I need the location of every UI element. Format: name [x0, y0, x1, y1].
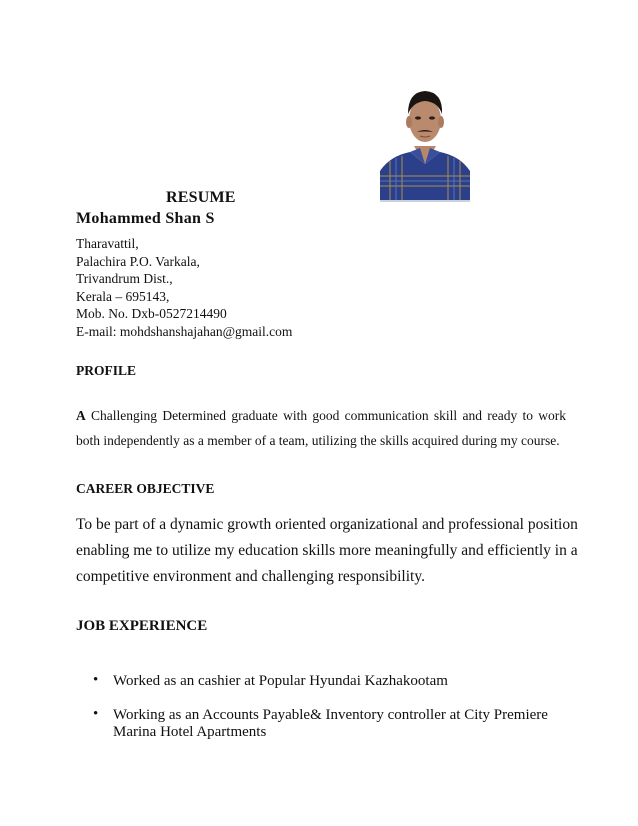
address-line: Trivandrum Dist., [76, 271, 173, 286]
profile-lead-letter: A [76, 408, 86, 423]
email-address: E-mail: mohdshanshajahan@gmail.com [76, 324, 293, 339]
address-line: Palachira P.O. Varkala, [76, 254, 200, 269]
career-objective-heading: CAREER OBJECTIVE [76, 481, 215, 496]
profile-line-2: both independently as a member of a team, utilizing the skills acquired during my course. [76, 433, 560, 448]
experience-item: Working as an Accounts Payable& Inventory controller at City Premiere [113, 707, 548, 723]
profile-photo [380, 76, 470, 202]
profile-line-1 [76, 408, 566, 424]
profile-line-1-text: Challenging Determined graduate with good communication skill and ready to work [91, 408, 567, 423]
portrait-photo-icon [380, 76, 470, 200]
job-experience-heading: JOB EXPERIENCE [76, 618, 208, 634]
profile-heading: PROFILE [76, 363, 137, 378]
bullet-icon: • [93, 706, 99, 722]
resume-title: RESUME [166, 189, 236, 206]
career-objective-line: competitive environment and challenging responsibility. [76, 568, 425, 585]
address-line: Tharavattil, [76, 236, 139, 251]
experience-item: Worked as an cashier at Popular Hyundai Kazhakootam [113, 673, 448, 689]
career-objective-line: To be part of a dynamic growth oriented organizational and professional position [76, 516, 578, 533]
bullet-icon: • [93, 672, 99, 688]
candidate-name: Mohammed Shan S [76, 210, 215, 227]
experience-item-continued: Marina Hotel Apartments [113, 724, 267, 740]
address-line: Kerala – 695143, [76, 289, 170, 304]
mobile-number: Mob. No. Dxb-0527214490 [76, 306, 227, 321]
career-objective-line: enabling me to utilize my education skills more meaningfully and efficiently in a [76, 542, 578, 559]
